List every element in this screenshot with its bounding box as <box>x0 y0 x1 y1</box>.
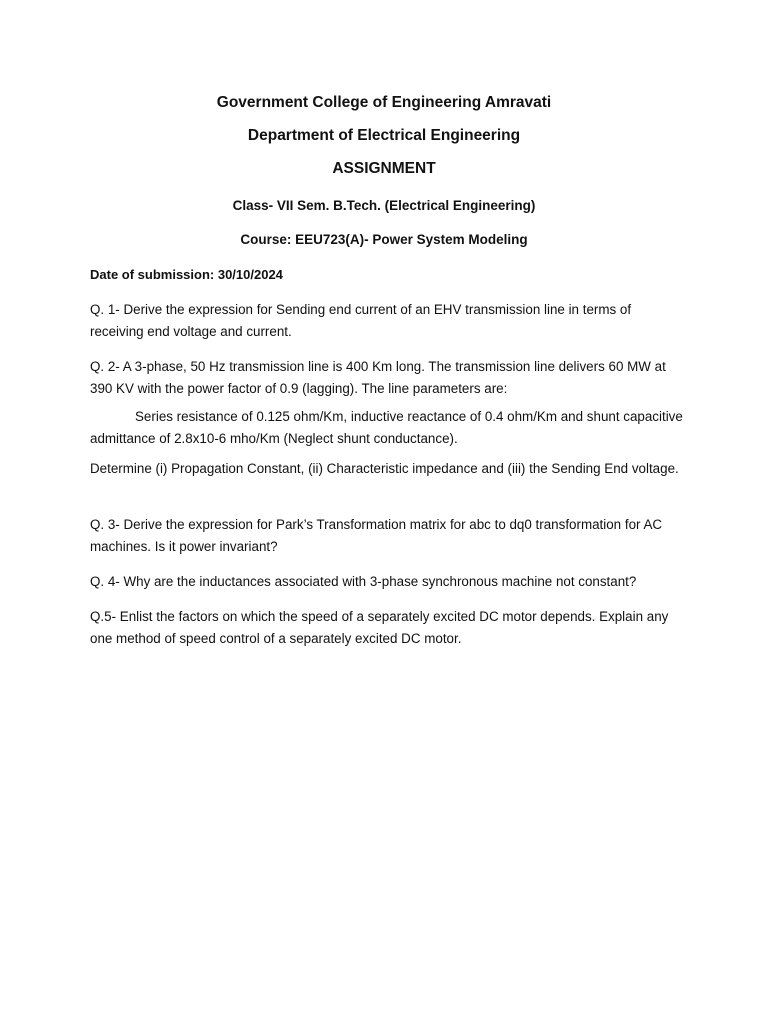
question-3: Q. 3- Derive the expression for Park’s Transformation matrix for abc to dq0 transformation for AC machines. Is it power invariant? <box>90 517 663 554</box>
question-1: Q. 1- Derive the expression for Sending end current of an EHV transmission line in terms of receiving end voltage and current. <box>90 302 632 339</box>
college-name: Government College of Engineering Amravati <box>216 94 552 111</box>
question-4: Q. 4- Why are the inductances associated with 3-phase synchronous machine not constant? <box>90 574 637 589</box>
course-info: Course: EEU723(A)- Power System Modeling <box>240 232 528 247</box>
department-name: Department of Electrical Engineering <box>247 127 521 144</box>
assignment-title: ASSIGNMENT <box>332 160 436 177</box>
question-2-parameters: Series resistance of 0.125 ohm/Km, inductive reactance of 0.4 ohm/Km and shunt capacitive admittance of 2.8x10-6 mho/Km (Neglect shunt conductance). <box>90 409 683 446</box>
class-info: Class- VII Sem. B.Tech. (Electrical Engineering) <box>232 198 536 213</box>
question-5: Q.5- Enlist the factors on which the speed of a separately excited DC motor depends. Explain any one method of speed control of a separately excited DC motor. <box>90 609 669 646</box>
question-2: Q. 2- A 3-phase, 50 Hz transmission line is 400 Km long. The transmission line delivers 60 MW at 390 KV with the power factor of 0.9 (lagging). The line parameters are: <box>90 359 666 396</box>
submission-date: Date of submission: 30/10/2024 <box>90 267 283 282</box>
question-2-determine: Determine (i) Propagation Constant, (ii) Characteristic impedance and (iii) the Sending End voltage. <box>90 461 679 476</box>
